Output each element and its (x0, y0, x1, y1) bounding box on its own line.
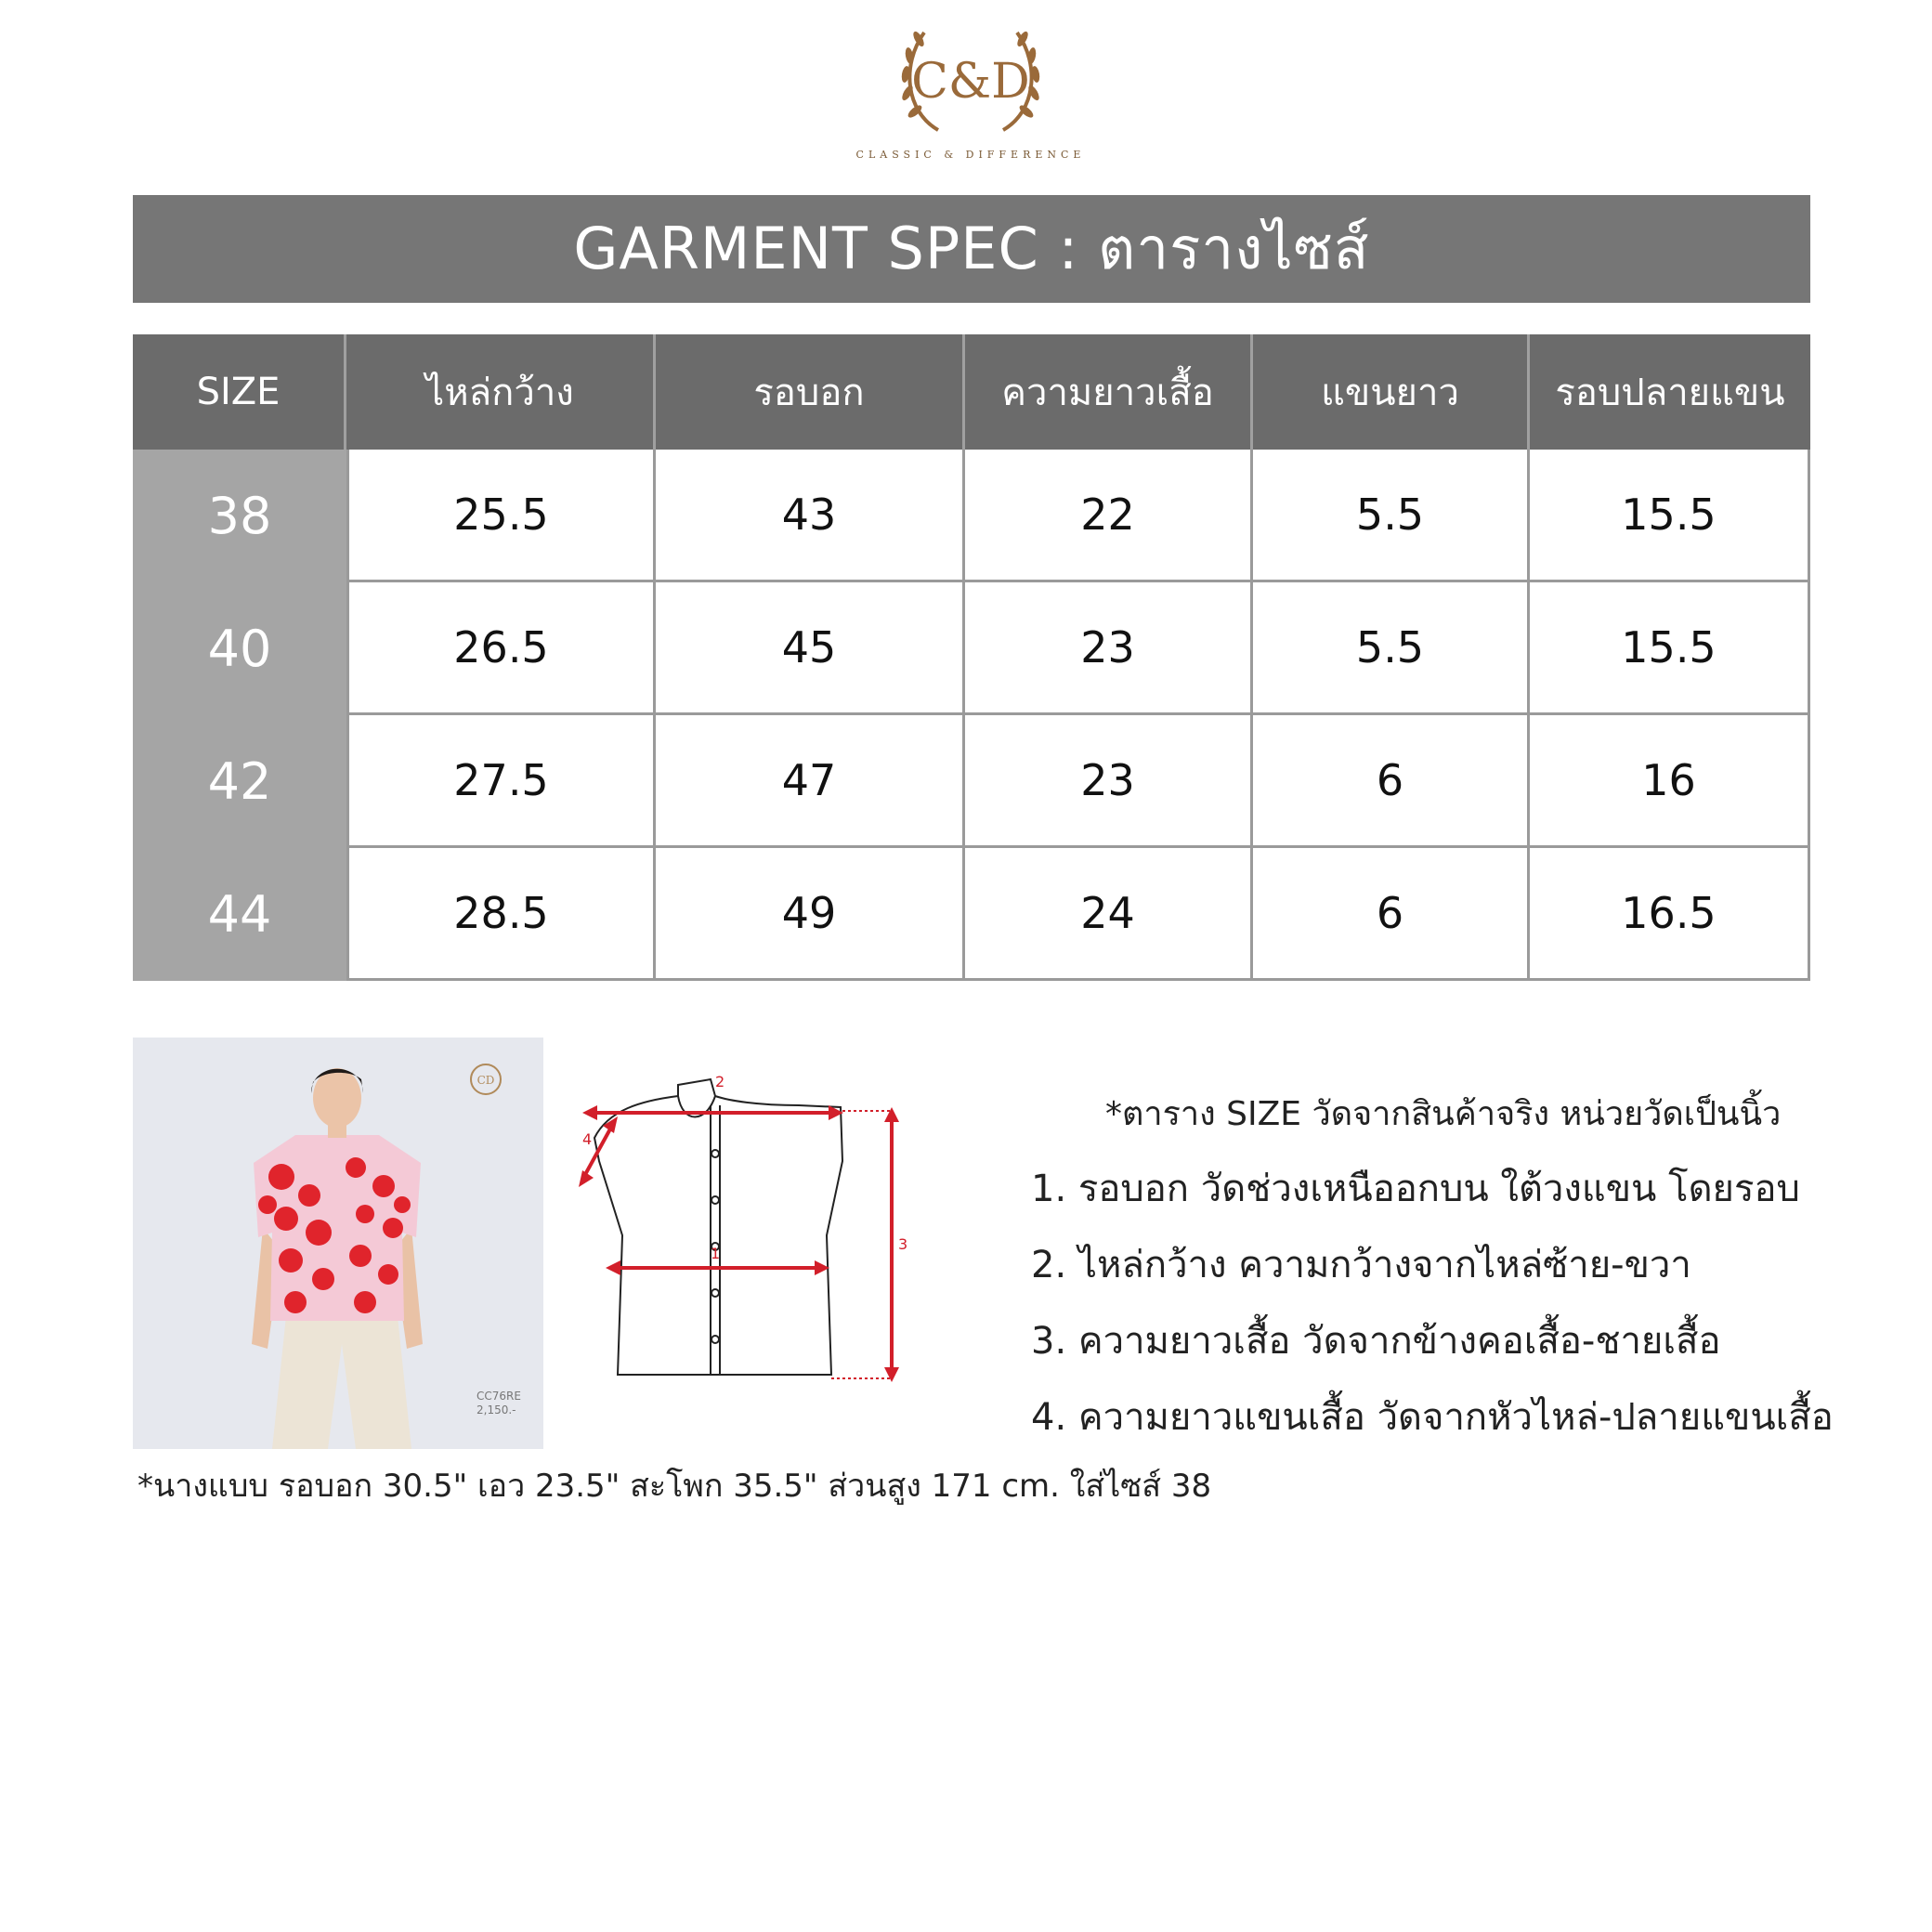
note-item: 1. รอบอก วัดช่วงเหนืออกบน ใต้วงแขน โดยรอบ (1031, 1168, 1800, 1210)
diagram-label-4: 4 (582, 1130, 593, 1148)
table-cell: 15.5 (1530, 582, 1810, 715)
table-cell: 6 (1253, 848, 1530, 981)
brand-logo (887, 9, 1054, 167)
size-cell: 38 (133, 450, 346, 582)
table-cell: 23 (965, 582, 1253, 715)
table-cell: 26.5 (346, 582, 656, 715)
table-row (133, 450, 1810, 582)
table-cell: 16 (1530, 715, 1810, 848)
notes-heading: *ตาราง SIZE วัดจากสินค้าจริง หน่วยวัดเป็นนิ้ว (1105, 1095, 1782, 1133)
table-header (133, 334, 1810, 450)
table-cell: 27.5 (346, 715, 656, 848)
table-cell: 22 (965, 450, 1253, 582)
header-sleeve-opening: รอบปลายแขน (1555, 372, 1785, 414)
table-cell: 45 (656, 582, 965, 715)
table-cell: 16.5 (1530, 848, 1810, 981)
table-row (133, 848, 1810, 981)
note-item: 4. ความยาวแขนเสื้อ วัดจากหัวไหล่-ปลายแขนเสื้อ (1031, 1396, 1834, 1439)
size-cell: 40 (133, 582, 346, 715)
table-cell: 6 (1253, 715, 1530, 848)
table-cell: 43 (656, 450, 965, 582)
diagram-label-1: 1 (711, 1245, 721, 1262)
table-cell: 5.5 (1253, 450, 1530, 582)
measurement-notes (1031, 1087, 1834, 1463)
header-sleeve: แขนยาว (1253, 334, 1530, 450)
diagram-label-3: 3 (898, 1235, 908, 1253)
logo-tagline: CLASSIC & DIFFERENCE (855, 149, 1086, 161)
table-row (133, 582, 1810, 715)
table-cell: 24 (965, 848, 1253, 981)
size-table (133, 334, 1810, 981)
table-cell: 47 (656, 715, 965, 848)
header-shoulder: ไหล่กว้าง (346, 334, 656, 450)
table-cell: 28.5 (346, 848, 656, 981)
diagram-label-2: 2 (715, 1073, 725, 1090)
measurement-diagram (571, 1068, 915, 1393)
size-cell: 42 (133, 715, 346, 848)
size-cell: 44 (133, 848, 346, 981)
table-cell: 25.5 (346, 450, 656, 582)
product-code: CC76RE (476, 1390, 521, 1403)
product-price: 2,150.- (476, 1403, 516, 1416)
table-cell: 23 (965, 715, 1253, 848)
table-cell: 5.5 (1253, 582, 1530, 715)
table-cell: 15.5 (1530, 450, 1810, 582)
product-photo (133, 1038, 543, 1449)
logo-initials: C&D (911, 54, 1030, 110)
note-item: 3. ความยาวเสื้อ วัดจากข้างคอเสื้อ-ชายเสื้อ (1031, 1320, 1721, 1363)
title-bar (133, 195, 1810, 303)
svg-text:CD: CD (476, 1074, 495, 1087)
page-title: GARMENT SPEC : ตารางไซส์ (573, 215, 1370, 282)
header-length: ความยาวเสื้อ (965, 334, 1253, 450)
table-row (133, 715, 1810, 848)
header-chest: รอบอก (656, 334, 965, 450)
table-cell: 49 (656, 848, 965, 981)
header-size: SIZE (133, 334, 346, 450)
model-note: *นางแบบ รอบอก 30.5" เอว 23.5" สะโพก 35.5" ส่วนสูง 171 cm. ใส่ไซส์ 38 (137, 1468, 1212, 1505)
note-item: 2. ไหล่กว้าง ความกว้างจากไหล่ซ้าย-ขวา (1031, 1244, 1691, 1286)
